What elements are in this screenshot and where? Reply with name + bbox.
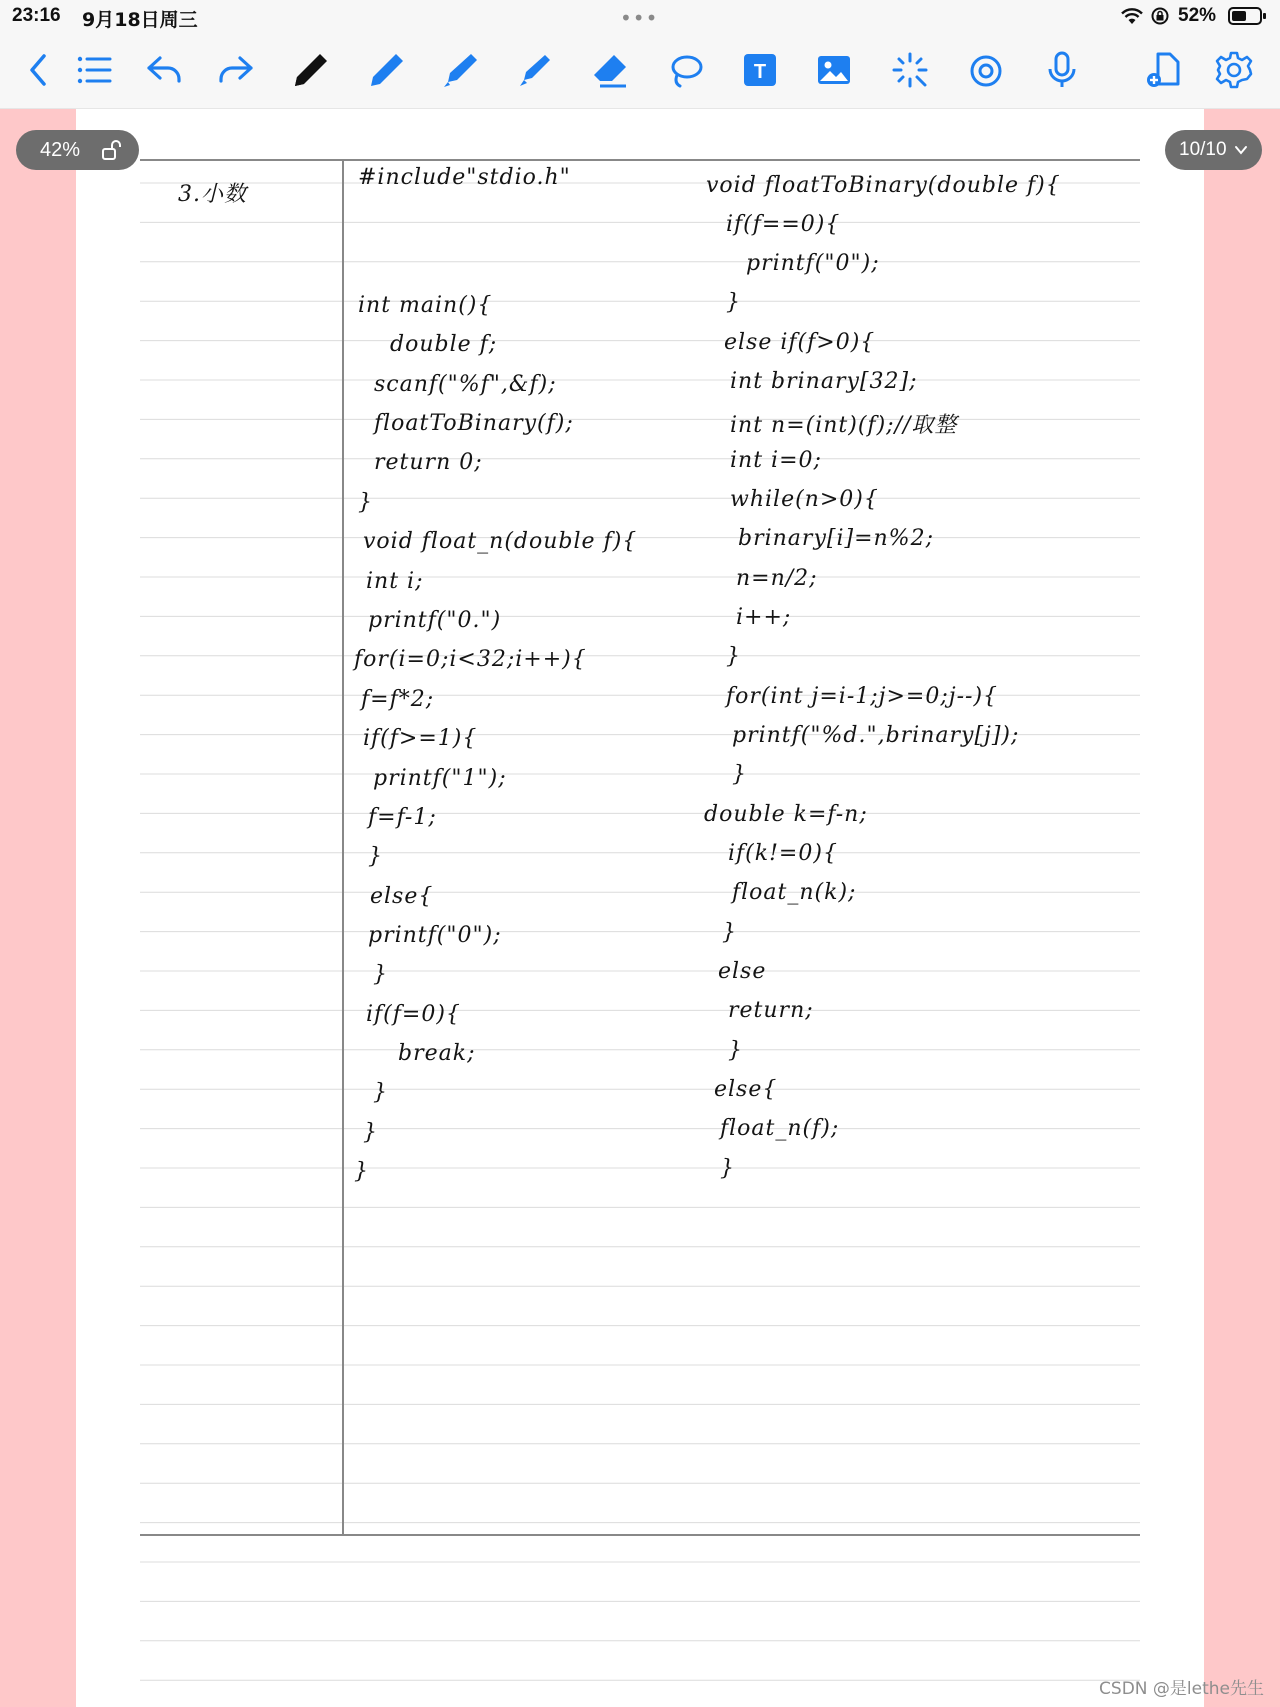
left-line-14: printf("1"); bbox=[373, 766, 507, 791]
left-line-1: #include"stdio.h" bbox=[358, 165, 571, 190]
image-icon[interactable] bbox=[812, 48, 856, 92]
right-line-25: float_n(f); bbox=[720, 1116, 840, 1141]
notebook-workspace bbox=[0, 109, 1280, 1707]
chevron-down-icon bbox=[1234, 144, 1248, 156]
left-line-8: void float_n(double f){ bbox=[363, 529, 638, 554]
lasso-icon[interactable] bbox=[664, 48, 708, 92]
note-page[interactable] bbox=[76, 109, 1204, 1707]
right-line-13: } bbox=[726, 644, 741, 669]
battery-icon bbox=[1228, 7, 1262, 25]
left-line-7: } bbox=[358, 490, 373, 515]
laser-pointer-icon[interactable] bbox=[888, 48, 932, 92]
multitasking-dots[interactable]: ••• bbox=[620, 6, 659, 30]
wifi-icon bbox=[1120, 7, 1144, 25]
page-indicator[interactable] bbox=[1165, 130, 1262, 170]
settings-icon[interactable] bbox=[1212, 48, 1256, 92]
left-line-2: int main(){ bbox=[358, 293, 493, 318]
status-bar bbox=[0, 0, 1280, 32]
right-line-26: } bbox=[720, 1156, 735, 1181]
highlighter-icon[interactable] bbox=[438, 48, 482, 92]
right-line-11: n=n/2; bbox=[736, 566, 818, 591]
marker-icon[interactable] bbox=[512, 48, 556, 92]
right-line-16: } bbox=[732, 762, 747, 787]
right-line-12: i++; bbox=[736, 605, 792, 630]
add-page-icon[interactable] bbox=[1142, 48, 1186, 92]
right-line-9: while(n>0){ bbox=[730, 487, 879, 512]
redo-icon[interactable] bbox=[214, 48, 258, 92]
left-line-15: f=f-1; bbox=[368, 805, 437, 830]
left-line-10: printf("0.") bbox=[368, 608, 502, 633]
left-line-22: } bbox=[373, 1080, 388, 1105]
right-line-6: int brinary[32]; bbox=[730, 369, 918, 394]
left-line-9: int i; bbox=[366, 569, 424, 594]
right-line-1: void floatToBinary(double f){ bbox=[706, 173, 1061, 198]
right-line-22: return; bbox=[728, 998, 814, 1023]
right-line-19: float_n(k); bbox=[732, 880, 857, 905]
microphone-icon[interactable] bbox=[1040, 48, 1084, 92]
page-number: 10/10 bbox=[1179, 139, 1227, 160]
left-line-21: break; bbox=[398, 1041, 476, 1066]
left-line-23: } bbox=[363, 1120, 378, 1145]
undo-icon[interactable] bbox=[142, 48, 186, 92]
unlock-icon bbox=[101, 139, 123, 161]
right-line-23: } bbox=[728, 1038, 743, 1063]
note-heading: 3.小数 bbox=[178, 182, 247, 207]
toolbar bbox=[0, 32, 1280, 109]
right-line-3: printf("0"); bbox=[746, 251, 880, 276]
watermark: CSDN @是lethe先生 bbox=[1099, 1679, 1264, 1699]
left-line-17: else{ bbox=[370, 884, 434, 909]
right-line-15: printf("%d.",brinary[j]); bbox=[732, 723, 1020, 748]
left-line-18: printf("0"); bbox=[368, 923, 502, 948]
right-line-8: int i=0; bbox=[730, 448, 822, 473]
pencil-icon[interactable] bbox=[364, 48, 408, 92]
zoom-lock-pill[interactable] bbox=[16, 130, 139, 170]
right-line-4: } bbox=[726, 290, 741, 315]
right-line-7: int n=(int)(f);//取整 bbox=[730, 413, 958, 438]
right-line-18: if(k!=0){ bbox=[728, 841, 838, 866]
left-line-5: floatToBinary(f); bbox=[374, 411, 574, 436]
right-line-24: else{ bbox=[714, 1077, 778, 1102]
right-line-5: else if(f>0){ bbox=[724, 330, 876, 355]
left-line-12: f=f*2; bbox=[361, 687, 435, 712]
left-line-3: double f; bbox=[390, 332, 498, 357]
right-line-10: brinary[i]=n%2; bbox=[738, 526, 934, 551]
rotation-lock-icon bbox=[1150, 6, 1170, 26]
text-tool-label: T bbox=[753, 61, 767, 83]
right-line-21: else bbox=[718, 959, 767, 984]
right-line-17: double k=f-n; bbox=[704, 802, 868, 827]
left-line-20: if(f=0){ bbox=[366, 1002, 461, 1027]
ruled-lines bbox=[140, 109, 1140, 1707]
left-line-13: if(f>=1){ bbox=[363, 726, 478, 751]
left-line-19: } bbox=[373, 962, 388, 987]
zoom-level: 42% bbox=[40, 138, 81, 161]
status-date: 9月18日周三 bbox=[82, 9, 198, 31]
left-line-6: return 0; bbox=[374, 450, 483, 475]
left-line-4: scanf("%f",&f); bbox=[374, 372, 557, 397]
shapes-icon[interactable] bbox=[964, 48, 1008, 92]
status-time: 23:16 bbox=[12, 5, 61, 26]
left-line-16: } bbox=[368, 844, 383, 869]
left-line-24: } bbox=[354, 1159, 369, 1184]
text-icon[interactable] bbox=[738, 48, 782, 92]
outline-icon[interactable] bbox=[72, 48, 116, 92]
battery-percent: 52% bbox=[1178, 5, 1217, 26]
right-line-2: if(f==0){ bbox=[726, 212, 841, 237]
right-line-20: } bbox=[722, 920, 737, 945]
left-line-11: for(i=0;i<32;i++){ bbox=[354, 647, 587, 672]
eraser-icon[interactable] bbox=[588, 48, 632, 92]
back-icon[interactable] bbox=[18, 48, 62, 92]
pen-black-icon[interactable] bbox=[288, 48, 332, 92]
right-line-14: for(int j=i-1;j>=0;j--){ bbox=[726, 684, 999, 709]
